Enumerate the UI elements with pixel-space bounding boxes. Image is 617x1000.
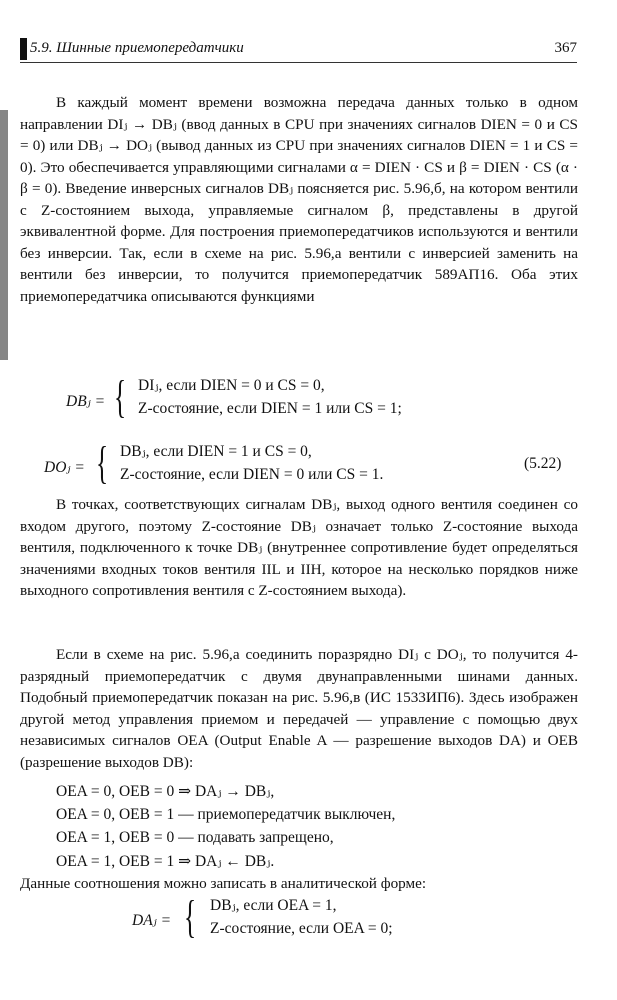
- eq2-lhs: DOⱼ =: [44, 459, 85, 476]
- paragraph-3: Если в схеме на рис. 5.96,а соединить поразрядно DIⱼ с DOⱼ, то получится 4-разрядный приемопередатчик с двумя двунаправленными шинами данных. Подобный приемопередатчик показан на рис. 5.96,в (ИС 1533ИП6). Здесь изображен другой метод управления приемом и передачей — управление с помощью двух независимых сигналов OEA (Output Enable A — разрешение выходов DA) и OEB (разрешение выходов DB):: [20, 646, 578, 771]
- eq3-line2: Z-состояние, если OEA = 0;: [210, 920, 393, 937]
- eq3-lhs: DAⱼ =: [132, 912, 172, 929]
- eq2-line2: Z-состояние, если DIEN = 0 или CS = 1.: [120, 466, 384, 483]
- eq1-line2: Z-состояние, если DIEN = 1 или CS = 1;: [138, 400, 402, 417]
- eq2-brace: {: [96, 437, 109, 488]
- mode-line-4: OEA = 1, OEB = 1 ⇒ DAⱼ ← DBⱼ.: [56, 853, 275, 870]
- eq1-brace: {: [114, 371, 127, 422]
- eq3-brace: {: [184, 891, 197, 942]
- scan-edge-shadow: [0, 110, 8, 360]
- eq1-line1: DIⱼ, если DIEN = 0 и CS = 0,: [138, 377, 325, 394]
- mode-line-2: OEA = 0, OEB = 1 — приемопередатчик выключен,: [56, 806, 396, 823]
- eq3-cases: [210, 894, 393, 940]
- running-header: [20, 36, 577, 58]
- mode-line-1: OEA = 0, OEB = 0 ⇒ DAⱼ → DBⱼ,: [56, 783, 275, 800]
- paragraph-4: Данные соотношения можно записать в аналитической форме:: [20, 875, 427, 892]
- eq2-cases: [120, 440, 383, 486]
- paragraph-2: В точках, соответствующих сигналам DBⱼ, выход одного вентиля соединен со входом другого, поэтому Z-состояние DBⱼ означает только Z-состояние выхода вентиля, подключенного к точке DBⱼ (внутреннее сопротивление будет определяться значениями входных токов вентиля IIL и IIH, которое на несколько порядков ниже выходного сопротивления вентиля с Z-состоянием выхода).: [20, 496, 578, 599]
- eq1-cases: [138, 374, 402, 420]
- page-number: 367: [554, 40, 577, 56]
- mode-line-3: OEA = 1, OEB = 0 — подавать запрещено,: [56, 829, 334, 846]
- section-title: 5.9. Шинные приемопередатчики: [30, 40, 244, 56]
- eq2-line1: DBⱼ, если DIEN = 1 и CS = 0,: [120, 443, 312, 460]
- eq2-number: (5.22): [524, 455, 562, 472]
- eq1-lhs: DBⱼ =: [66, 393, 106, 410]
- paragraph-1: В каждый момент времени возможна передача данных только в одном направлении DIⱼ → DBⱼ (ввод данных в CPU при значениях сигналов DIEN = 0 и CS = 0) или DBⱼ → DOⱼ (вывод данных из CPU при значениях сигналов DIEN = 1 и CS = 0). Это обеспечивается управляющими сигналами α = DIEN · CS и β = DIEN · CS (α · β = 0). Введение инверсных сигналов DBⱼ поясняется рис. 5.96,б, на котором вентили с Z-состоянием выхода, управляемые сигналом β, представлены в другой эквивалентной форме. Для построения приемопередатчиков используются и вентили без инверсии. Так, если в схеме на рис. 5.96,а вентили с инверсией заменить на вентили без инверсии, то получится приемопередатчик 589АП16. Оба этих приемопередатчика описываются функциями: [20, 94, 578, 305]
- header-rule: [20, 62, 577, 63]
- eq3-line1: DBⱼ, если OEA = 1,: [210, 897, 337, 914]
- binding-edge-mark: [20, 38, 27, 60]
